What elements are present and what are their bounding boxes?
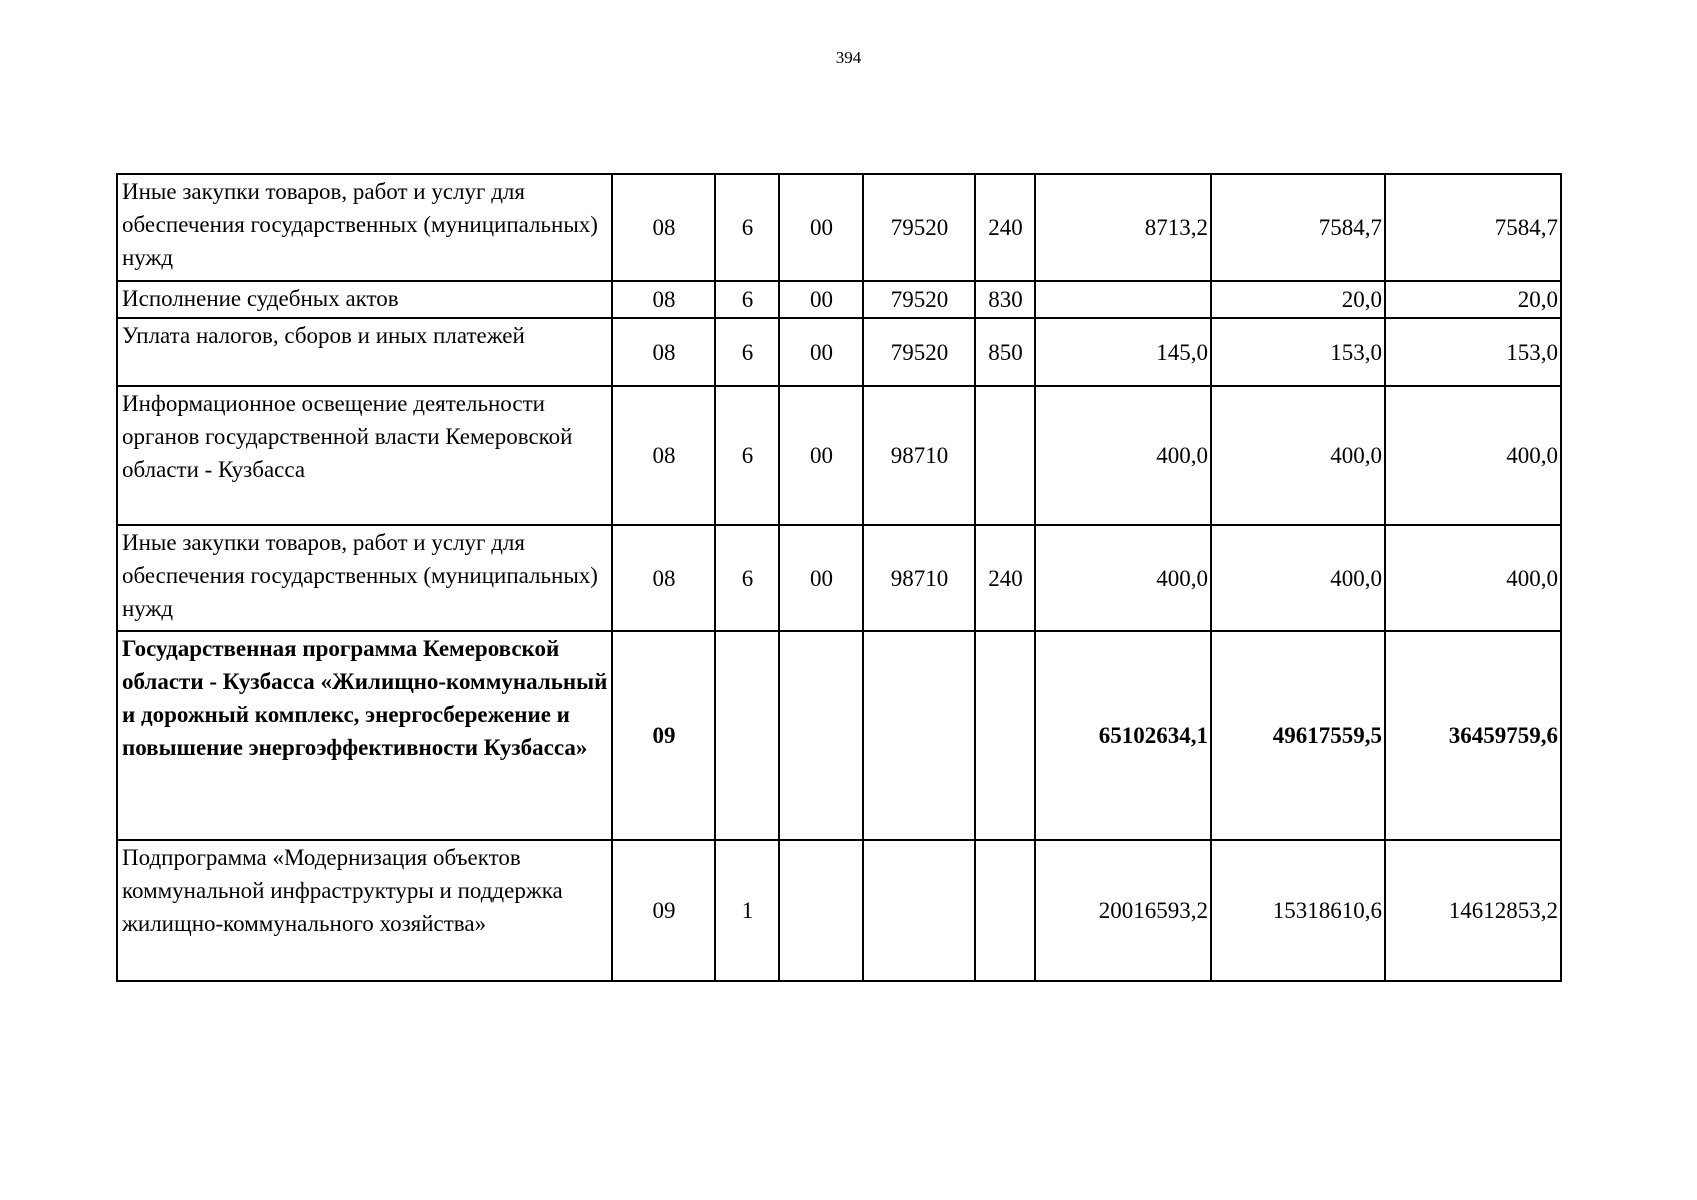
row-name: Информационное освещение деятельности органов государственной власти Кемеровской области - Кузбасса bbox=[117, 386, 612, 525]
table-row bbox=[117, 631, 1561, 840]
row-name: Государственная программа Кемеровской области - Кузбасса «Жилищно-коммунальный и дорожный комплекс, энергосбережение и повышение энергоэффективности Кузбасса» bbox=[117, 631, 612, 840]
amount-year-3: 400,0 bbox=[1385, 386, 1561, 525]
table-row bbox=[117, 281, 1561, 318]
amount-year-3: 36459759,6 bbox=[1385, 631, 1561, 840]
program-code: 08 bbox=[612, 525, 715, 631]
expense-code: 98710 bbox=[863, 525, 975, 631]
table-row bbox=[117, 318, 1561, 386]
direction-code: 00 bbox=[779, 174, 863, 281]
expense-type-code bbox=[975, 631, 1035, 840]
expense-code: 98710 bbox=[863, 386, 975, 525]
expense-type-code: 240 bbox=[975, 525, 1035, 631]
program-code: 09 bbox=[612, 840, 715, 981]
expense-code: 79520 bbox=[863, 318, 975, 386]
amount-year-3: 153,0 bbox=[1385, 318, 1561, 386]
expense-type-code: 830 bbox=[975, 281, 1035, 318]
amount-year-2: 400,0 bbox=[1211, 525, 1385, 631]
amount-year-2: 15318610,6 bbox=[1211, 840, 1385, 981]
amount-year-3: 400,0 bbox=[1385, 525, 1561, 631]
direction-code bbox=[779, 840, 863, 981]
amount-year-1: 20016593,2 bbox=[1035, 840, 1211, 981]
subprogram-code: 6 bbox=[715, 281, 779, 318]
amount-year-2: 400,0 bbox=[1211, 386, 1385, 525]
amount-year-2: 153,0 bbox=[1211, 318, 1385, 386]
table-row bbox=[117, 840, 1561, 981]
program-code: 09 bbox=[612, 631, 715, 840]
table-row bbox=[117, 174, 1561, 281]
table-row bbox=[117, 386, 1561, 525]
direction-code: 00 bbox=[779, 525, 863, 631]
budget-table bbox=[116, 173, 1562, 982]
direction-code: 00 bbox=[779, 386, 863, 525]
amount-year-1 bbox=[1035, 281, 1211, 318]
subprogram-code: 6 bbox=[715, 386, 779, 525]
program-code: 08 bbox=[612, 174, 715, 281]
subprogram-code: 6 bbox=[715, 174, 779, 281]
row-name: Иные закупки товаров, работ и услуг для обеспечения государственных (муниципальных) нужд bbox=[117, 525, 612, 631]
page-number: 394 bbox=[835, 48, 862, 67]
amount-year-1: 400,0 bbox=[1035, 525, 1211, 631]
subprogram-code: 6 bbox=[715, 525, 779, 631]
row-name: Уплата налогов, сборов и иных платежей bbox=[117, 318, 612, 386]
amount-year-2: 49617559,5 bbox=[1211, 631, 1385, 840]
row-name: Подпрограмма «Модернизация объектов коммунальной инфраструктуры и поддержка жилищно-коммунального хозяйства» bbox=[117, 840, 612, 981]
expense-type-code: 240 bbox=[975, 174, 1035, 281]
amount-year-1: 65102634,1 bbox=[1035, 631, 1211, 840]
amount-year-2: 7584,7 bbox=[1211, 174, 1385, 281]
direction-code: 00 bbox=[779, 281, 863, 318]
amount-year-3: 20,0 bbox=[1385, 281, 1561, 318]
program-code: 08 bbox=[612, 318, 715, 386]
subprogram-code: 6 bbox=[715, 318, 779, 386]
expense-code: 79520 bbox=[863, 174, 975, 281]
expense-type-code bbox=[975, 386, 1035, 525]
row-name: Иные закупки товаров, работ и услуг для обеспечения государственных (муниципальных) нужд bbox=[117, 174, 612, 281]
subprogram-code bbox=[715, 631, 779, 840]
expense-type-code bbox=[975, 840, 1035, 981]
program-code: 08 bbox=[612, 386, 715, 525]
expense-code bbox=[863, 631, 975, 840]
row-name: Исполнение судебных актов bbox=[117, 281, 612, 318]
direction-code bbox=[779, 631, 863, 840]
amount-year-2: 20,0 bbox=[1211, 281, 1385, 318]
expense-type-code: 850 bbox=[975, 318, 1035, 386]
amount-year-1: 145,0 bbox=[1035, 318, 1211, 386]
program-code: 08 bbox=[612, 281, 715, 318]
table-row bbox=[117, 525, 1561, 631]
amount-year-3: 14612853,2 bbox=[1385, 840, 1561, 981]
expense-code bbox=[863, 840, 975, 981]
direction-code: 00 bbox=[779, 318, 863, 386]
amount-year-1: 8713,2 bbox=[1035, 174, 1211, 281]
amount-year-3: 7584,7 bbox=[1385, 174, 1561, 281]
subprogram-code: 1 bbox=[715, 840, 779, 981]
amount-year-1: 400,0 bbox=[1035, 386, 1211, 525]
expense-code: 79520 bbox=[863, 281, 975, 318]
